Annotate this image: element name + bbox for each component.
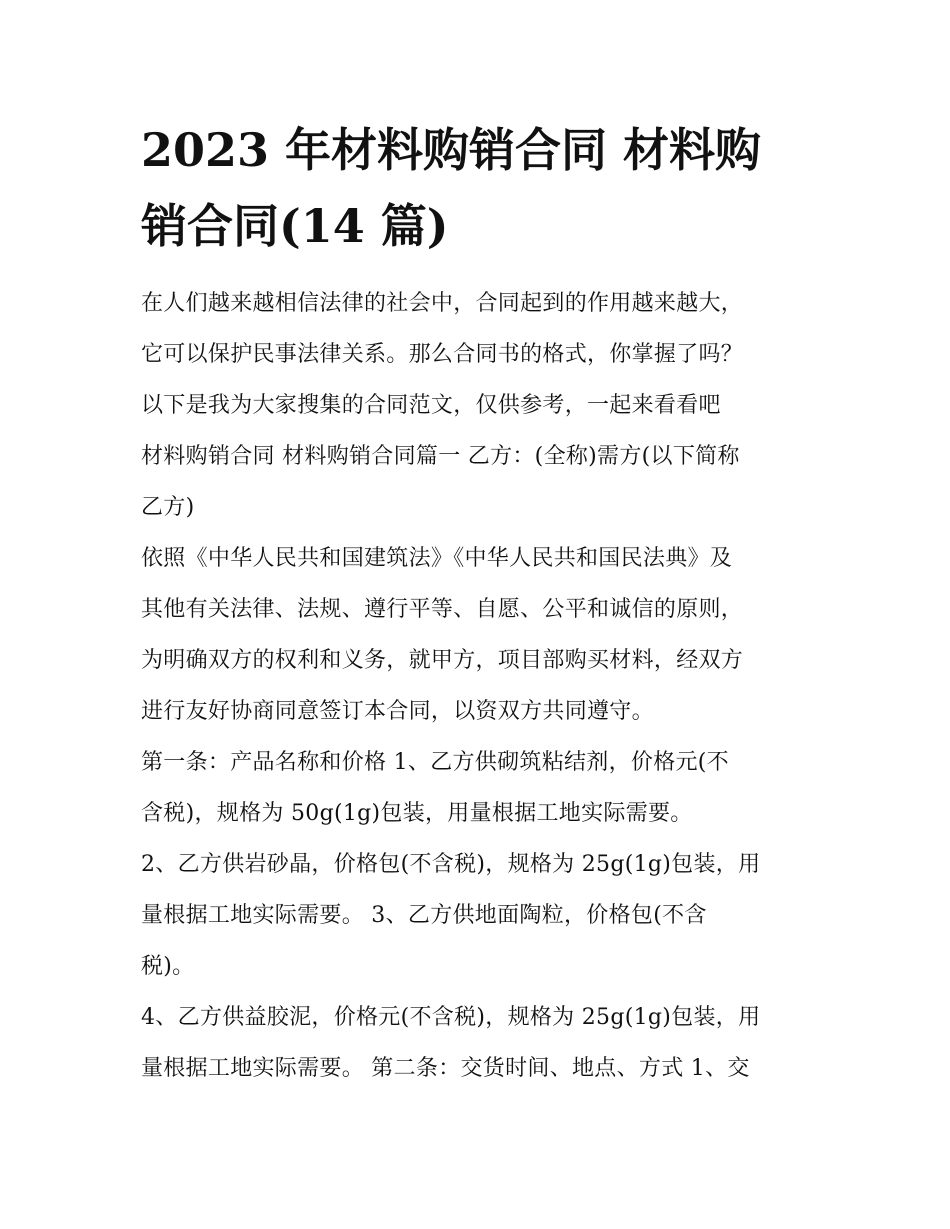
title-line-1: 2023 年材料购销合同 材料购 <box>141 123 762 177</box>
document-body <box>141 278 821 1094</box>
text-line: 税)。 <box>141 954 195 979</box>
text-line: 4、乙方供益胶泥，价格元(不含税)，规格为 25g(1g)包装，用 <box>141 1005 761 1030</box>
text-line: 材料购销合同 材料购销合同篇一 乙方：(全称)需方(以下简称 <box>141 444 740 469</box>
text-line: 含税)，规格为 50g(1g)包装，用量根据工地实际需要。 <box>141 801 693 826</box>
text-line: 乙方) <box>141 495 195 520</box>
paragraph-parties <box>141 431 821 533</box>
text-line: 为明确双方的权利和义务，就甲方，项目部购买材料，经双方 <box>141 648 744 673</box>
title-line-2: 销合同(14 篇) <box>141 199 449 253</box>
text-line: 2、乙方供岩砂晶，价格包(不含税)，规格为 25g(1g)包装，用 <box>141 852 761 877</box>
text-line: 其他有关法律、法规、遵行平等、自愿、公平和诚信的原则， <box>141 597 744 622</box>
text-line: 它可以保护民事法律关系。那么合同书的格式，你掌握了吗？ <box>141 342 744 367</box>
text-line: 第一条：产品名称和价格 1、乙方供砌筑粘结剂，价格元(不 <box>141 750 729 775</box>
text-line: 进行友好协商同意签订本合同，以资双方共同遵守。 <box>141 699 654 724</box>
text-line: 量根据工地实际需要。 第二条：交货时间、地点、方式 1、交 <box>141 1056 750 1081</box>
document-title <box>141 112 821 264</box>
paragraph-item-4 <box>141 992 821 1094</box>
text-line: 在人们越来越相信法律的社会中，合同起到的作用越来越大， <box>141 291 744 316</box>
text-line: 量根据工地实际需要。 3、乙方供地面陶粒，价格包(不含 <box>141 903 707 928</box>
paragraph-article-1 <box>141 737 821 839</box>
paragraph-intro <box>141 278 821 431</box>
text-line: 以下是我为大家搜集的合同范文，仅供参考，一起来看看吧 <box>141 393 721 418</box>
paragraph-legal-basis <box>141 533 821 737</box>
paragraph-item-2-3 <box>141 839 821 992</box>
text-line: 依照《中华人民共和国建筑法》《中华人民共和国民法典》及 <box>141 546 733 571</box>
document-page <box>141 112 821 1094</box>
